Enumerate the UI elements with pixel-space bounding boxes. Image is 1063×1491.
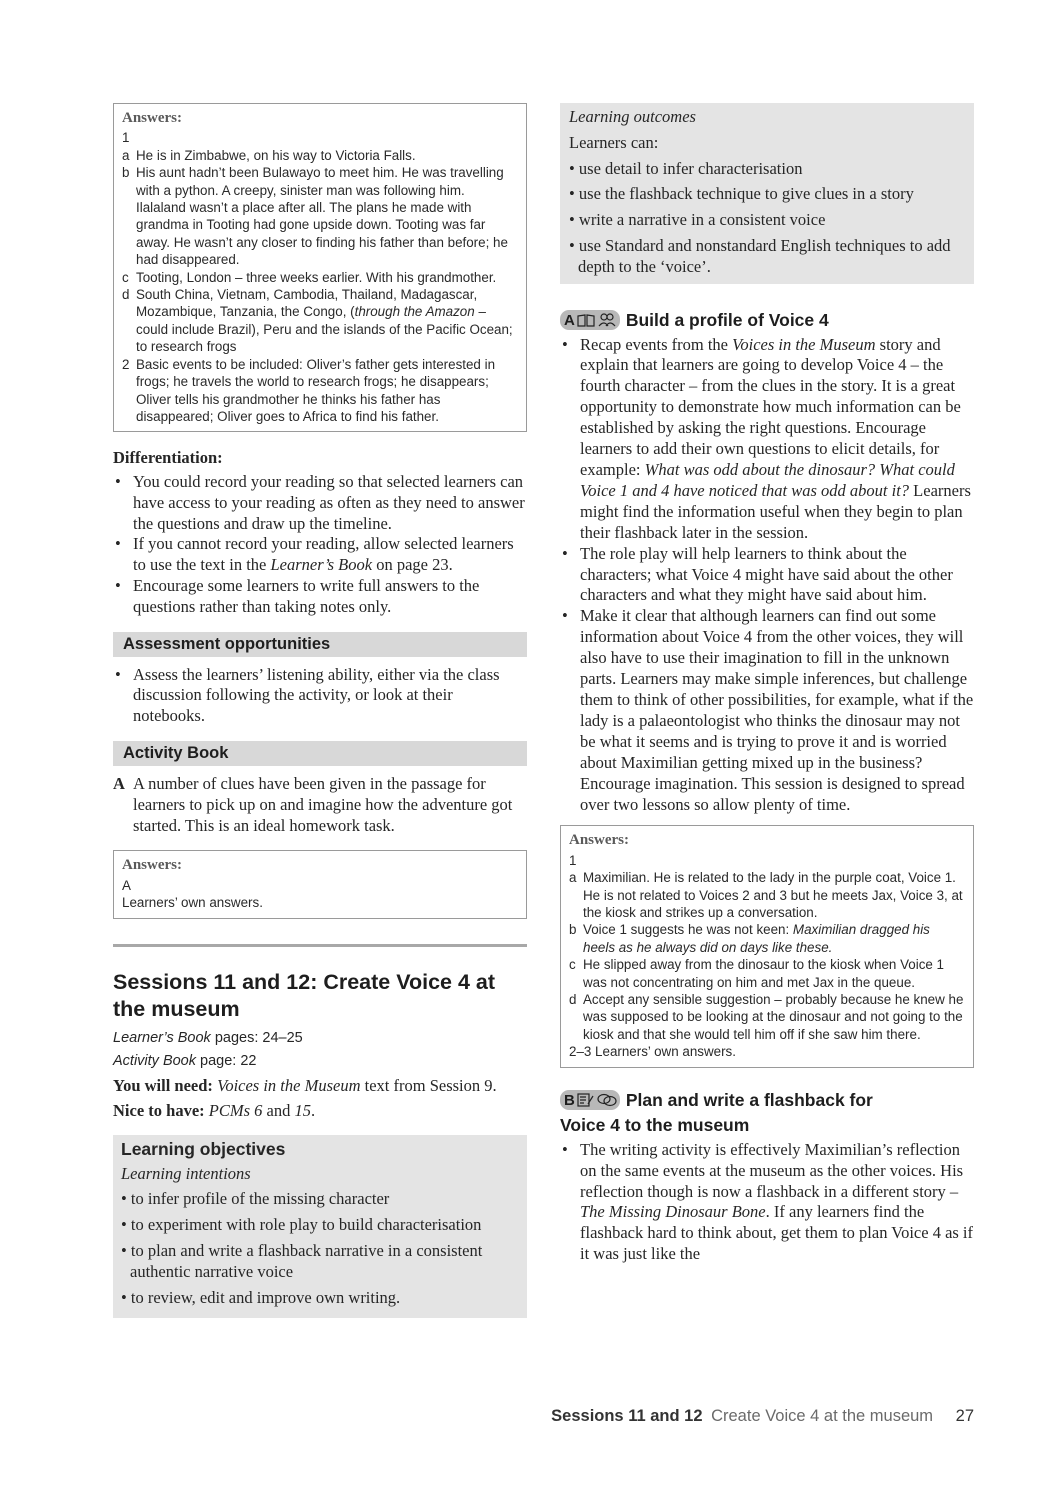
learners-book-pages: Learner’s Book pages: 24–25 (113, 1029, 303, 1046)
learners-can-intro: Learners can: (569, 132, 659, 152)
list-item: • Assess the learners’ listening ability, either via the class discussion following the activity, or look at their notebooks. (113, 665, 527, 727)
answers-box-2 (113, 850, 527, 918)
learning-outcomes-subtitle: Learning outcomes (569, 107, 696, 126)
answer-line: Learners’ own answers. (122, 895, 263, 911)
list-item: • You could record your reading so that selected learners can have access to your reading as often as they need to answer the questions and draw up the timeline. (113, 472, 527, 534)
list-item: • The writing activity is effectively Maximilian’s reflection on the same events at the museum as the other voices. His reflection though is now a flashback in a different story – The Missing Dinosaur Bone. If any learners find the flashback hard to think about, get them to plan Voice 4 as if it was just like the (560, 1140, 974, 1265)
activity-book-item: A A number of clues have been given in the passage for learners to pick up on and imagine how the adventure got started. This is an ideal homework task. (113, 773, 513, 835)
you-will-need: You will need: Voices in the Museum text from Session 9. (113, 1075, 497, 1095)
answer-item: a Maximilian. He is related to the lady in the purple coat, Voice 1. He is not related to Voices 2 and 3 but he meets Jax, Voice 3, at the kiosk and strikes up a conversation. (569, 870, 963, 921)
learning-objectives-box (113, 1135, 527, 1319)
activity-b-list (560, 1140, 974, 1265)
outcome-item: • use detail to infer characterisation (569, 158, 803, 178)
answer-item: c He slipped away from the dinosaur to the kiosk when Voice 1 was not concentrating on him and met Jax in the queue. (569, 957, 945, 990)
list-item: • The role play will help learners to think about the characters; what Voice 4 might have said about the other characters and what they might have said about him. (560, 544, 974, 607)
objective-item: • to infer profile of the missing character (121, 1189, 390, 1209)
answers-box-1 (113, 103, 527, 432)
objective-item: • to experiment with role play to build characterisation (121, 1215, 482, 1235)
answer-item: d South China, Vietnam, Cambodia, Thailand, Madagascar, Mozambique, Tanzania, the Congo, (through the Amazon – could include Brazil), Peru and the islands of the Pacific Ocean; to research frogs (122, 287, 513, 355)
objective-item: • to plan and write a flashback narrative in a consistent authentic narrative voice (121, 1240, 483, 1281)
assessment-list (113, 665, 527, 727)
page-footer (551, 1407, 974, 1426)
learning-objectives-title: Learning objectives (121, 1138, 286, 1159)
page-number: 27 (955, 1407, 974, 1425)
list-item: • If you cannot record your reading, allow selected learners to use the text in the Learner’s Book on page 23. (113, 534, 527, 576)
differentiation-heading: Differentiation: (113, 448, 223, 467)
activity-b-title-line2: Voice 4 to the museum (560, 1114, 750, 1135)
answer-item: 2 Basic events to be included: Oliver’s father gets interested in frogs; he travels the world to research frogs; he disappears; Oliver tells his grandmother he thinks his father has disappeared; Oliver goes to Africa to find his father. (122, 356, 496, 424)
answers-title: Answers: (569, 832, 629, 849)
objective-item: • to review, edit and improve own writing. (121, 1287, 401, 1307)
list-item: • Encourage some learners to write full answers to the questions rather than taking notes only. (113, 576, 527, 618)
activity-book-pages: Activity Book page: 22 (113, 1052, 257, 1069)
assessment-heading: Assessment opportunities (113, 632, 527, 657)
right-column (560, 103, 974, 1265)
answer-item: b Voice 1 suggests he was not keen: Maximilian dragged his heels as he always did on days like these. (569, 922, 930, 955)
answer-item: a He is in Zimbabwe, on his way to Victoria Falls. (122, 147, 416, 163)
answer-number: 1 (569, 852, 577, 868)
learning-outcomes-box (560, 103, 974, 284)
list-item: • Make it clear that although learners can find out some information about Voice 4 from the other voices, they will also have to use their imagination to fill in the unknown parts. Learners may make simple inferences, but challenge them to think of other possibilities, for example, what if the lady is a palaeontologist who thinks the dinosaur may not be what it seems and is trying to prove it and is worried about Maximilian getting mixed up in the business? Encourage imagination. This session is designed to spread over two lessons so allow plenty of time. (560, 606, 974, 815)
activity-b-heading (560, 1090, 974, 1111)
writing-icon (577, 1093, 595, 1107)
differentiation-list (113, 472, 527, 618)
activity-b-title-line1: Plan and write a flashback for (625, 1089, 873, 1110)
activity-b-badge: B (560, 1090, 620, 1110)
answer-number: 1 (122, 130, 130, 146)
list-item: • Recap events from the Voices in the Museum story and explain that learners are going to develop Voice 4 – the fourth character – from the clues in the story. It is a great opportunity to demonstrate how much information can be established by asking the right questions. Encourage learners to add their own questions to elicit details, for example: What was odd about the dinosaur? What could Voice 1 and 4 have noticed that was odd about it? Learners might find the information useful when they begin to plan their flashback later in the session. (560, 335, 974, 544)
answer-line: 2–3 Learners’ own answers. (569, 1044, 736, 1060)
answer-item: c Tooting, London – three weeks earlier. With his grandmother. (122, 269, 497, 285)
answers-title: Answers: (122, 857, 182, 874)
left-column (113, 103, 527, 1318)
outcome-item: • write a narrative in a consistent voice (569, 210, 826, 230)
outcome-item: • use Standard and nonstandard English techniques to add depth to the ‘voice’. (569, 235, 951, 276)
activity-a-list (560, 335, 974, 816)
activity-a-badge: A (560, 310, 620, 330)
activity-book-heading: Activity Book (113, 741, 527, 766)
footer-session: Sessions 11 and 12 (551, 1407, 703, 1425)
pair-work-icon (597, 313, 617, 327)
session-title: Sessions 11 and 12: Create Voice 4 at the museum (113, 969, 496, 1021)
learning-intentions-subtitle: Learning intentions (121, 1163, 251, 1183)
answer-line: A (122, 877, 131, 893)
book-icon (577, 314, 595, 327)
outcome-item: • use the flashback technique to give clues in a story (569, 184, 914, 204)
activity-a-title: Build a profile of Voice 4 (625, 309, 829, 330)
activity-a-heading (560, 310, 974, 331)
answer-item: d Accept any sensible suggestion – probably because he knew he was supposed to be looking at the dinosaur and not going to the kiosk and that she would tell him off if she saw him there. (569, 992, 964, 1042)
nice-to-have: Nice to have: PCMs 6 and 15. (113, 1100, 316, 1120)
discussion-icon (597, 1093, 617, 1107)
answer-item: b His aunt hadn’t been Bulawayo to meet him. He was travelling with a python. A creepy, sinister man was following him. Ilalaland wasn’t a place after all. The plans he made with grandma in Tooting had gone upside down. Tooting was far away. He wasn’t any closer to finding his father than before; he had disappeared. (122, 165, 508, 268)
answers-box-3 (560, 825, 974, 1067)
footer-title: Create Voice 4 at the museum (711, 1407, 934, 1425)
answers-title: Answers: (122, 110, 182, 126)
